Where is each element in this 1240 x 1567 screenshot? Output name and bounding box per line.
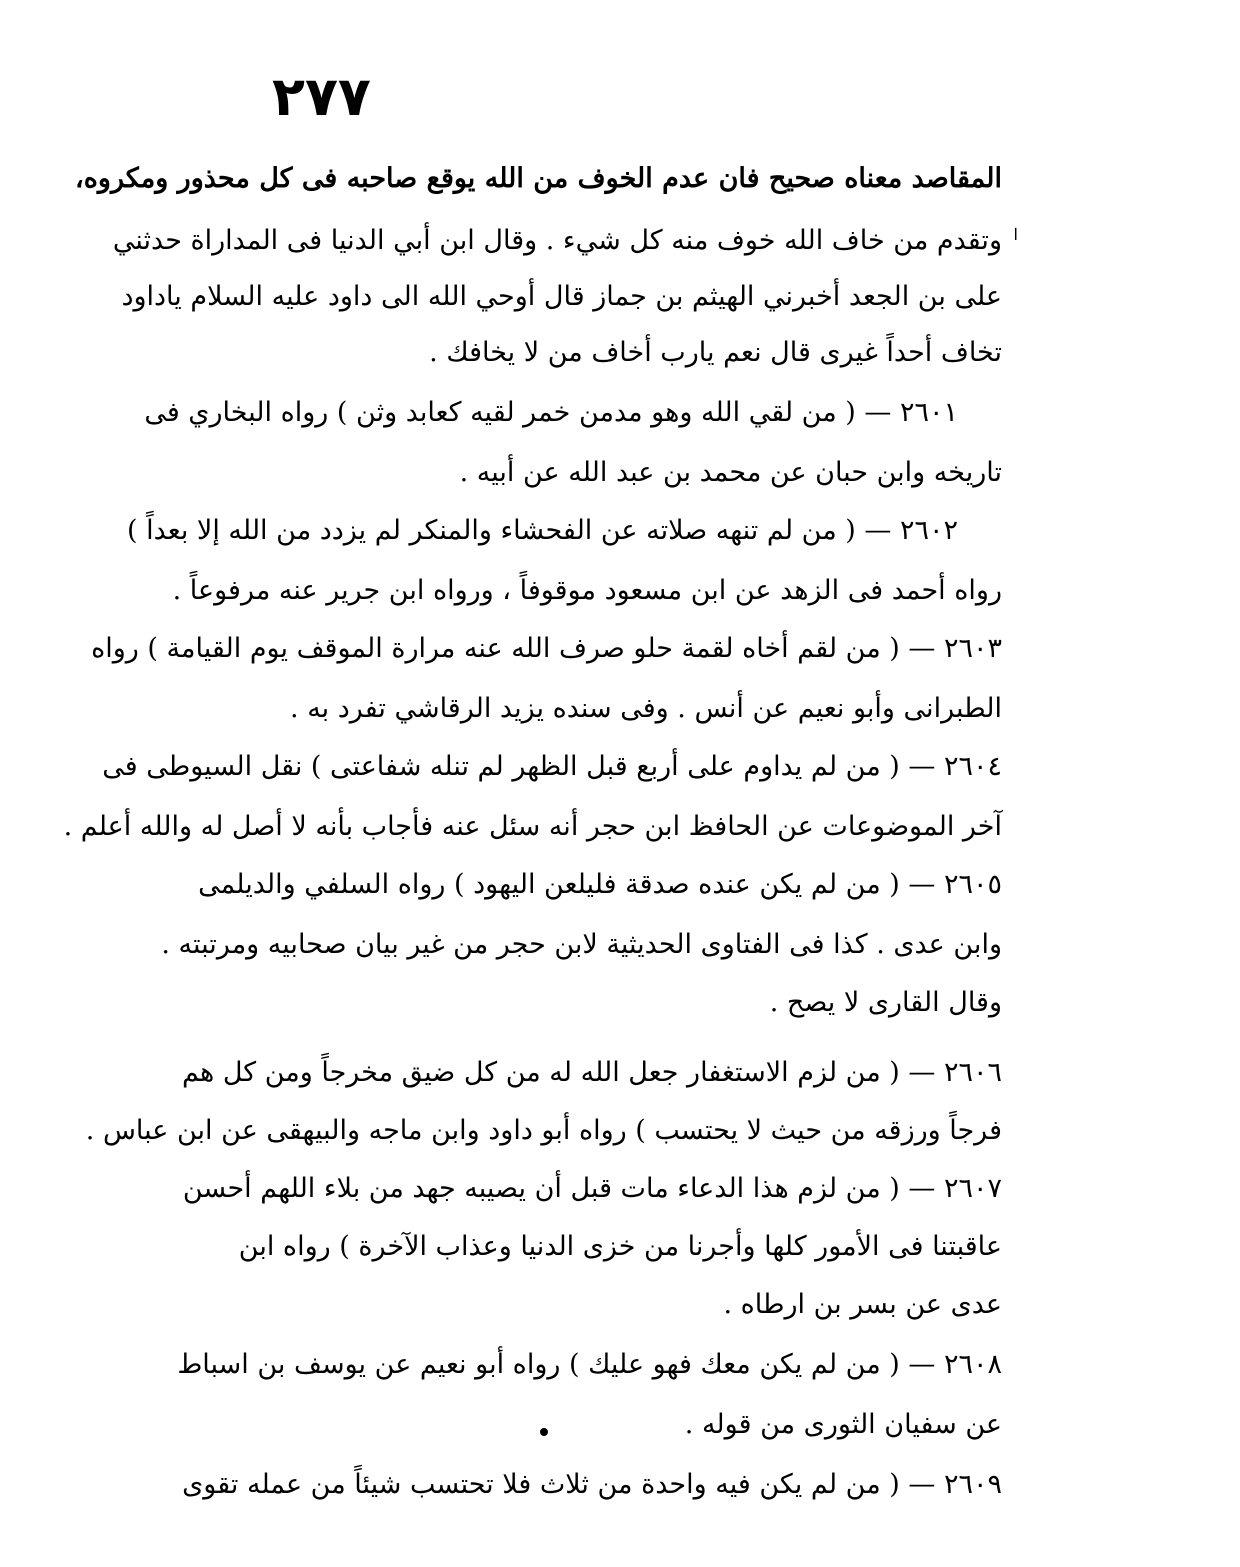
hadith-line: ٢٦٠١ — ( من لقي الله وهو مدمن خمر لقيه كعابد وثن ) رواه البخاري فى xyxy=(144,397,958,428)
text-line: وقال القارى لا يصح . xyxy=(769,987,1002,1018)
text-line: عاقبتنا فى الأمور كلها وأجرنا من خزى الدنيا وعذاب الآخرة ) رواه ابن xyxy=(238,1231,1002,1262)
hadith-line: ٢٦٠٨ — ( من لم يكن معك فهو عليك ) رواه أبو نعيم عن يوسف بن اسباط xyxy=(177,1349,1002,1380)
hadith-line: ٢٦٠٢ — ( من لم تنهه صلاته عن الفحشاء والمنكر لم يزدد من الله إلا بعداً ) xyxy=(127,515,958,546)
text-line: على بن الجعد أخبرني الهيثم بن جماز قال أوحي الله الى داود عليه السلام ياداود xyxy=(121,281,1002,312)
hadith-line: ٢٦٠٩ — ( من لم يكن فيه واحدة من ثلاث فلا تحتسب شيئاً من عمله تقوى xyxy=(182,1469,1002,1500)
hadith-line: ٢٦٠٤ — ( من لم يداوم على أربع قبل الظهر لم تنله شفاعتى ) نقل السيوطى فى xyxy=(102,751,1002,782)
text-line: المقاصد معناه صحيح فان عدم الخوف من الله يوقع صاحبه فى كل محذور ومكروه، xyxy=(75,163,1002,194)
text-line: آخر الموضوعات عن الحافظ ابن حجر أنه سئل عنه فأجاب بأنه لا أصل له والله أعلم . xyxy=(63,811,1002,842)
text-line: تخاف أحداً غيرى قال نعم يارب أخاف من لا يخافك . xyxy=(429,337,1002,368)
hadith-line: ٢٦٠٧ — ( من لزم هذا الدعاء مات قبل أن يصيبه جهد من بلاء اللهم أحسن xyxy=(182,1173,1002,1204)
text-line: عدى عن بسر بن ارطاه . xyxy=(723,1289,1002,1320)
hadith-line: ٢٦٠٦ — ( من لزم الاستغفار جعل الله له من كل ضيق مخرجاً ومن كل هم xyxy=(182,1057,1002,1088)
page-number: ٢٧٧ xyxy=(272,65,371,128)
text-line: وتقدم من خاف الله خوف منه كل شيء . وقال ابن أبي الدنيا فى المداراة حدثني xyxy=(112,225,1002,256)
hadith-line: ٢٦٠٥ — ( من لم يكن عنده صدقة فليلعن اليهود ) رواه السلفي والديلمى xyxy=(198,869,1002,900)
text-line: فرجاً ورزقه من حيث لا يحتسب ) رواه أبو داود وابن ماجه والبيهقى عن ابن عباس . xyxy=(85,1115,1002,1146)
scan-speck xyxy=(540,1428,548,1436)
text-line: وابن عدى . كذا فى الفتاوى الحديثية لابن حجر من غير بيان صحابيه ومرتبته . xyxy=(161,929,1002,960)
margin-mark: ا xyxy=(1013,225,1018,244)
hadith-line: ٢٦٠٣ — ( من لقم أخاه لقمة حلو صرف الله عنه مرارة الموقف يوم القيامة ) رواه xyxy=(91,633,1002,664)
text-line: عن سفيان الثورى من قوله . xyxy=(684,1409,1002,1440)
text-line: رواه أحمد فى الزهد عن ابن مسعود موقوفاً ، ورواه ابن جرير عنه مرفوعاً . xyxy=(172,575,1002,606)
text-line: الطبرانى وأبو نعيم عن أنس . وفى سنده يزيد الرقاشي تفرد به . xyxy=(290,693,1002,724)
text-line: تاريخه وابن حبان عن محمد بن عبد الله عن أبيه . xyxy=(459,457,1002,488)
